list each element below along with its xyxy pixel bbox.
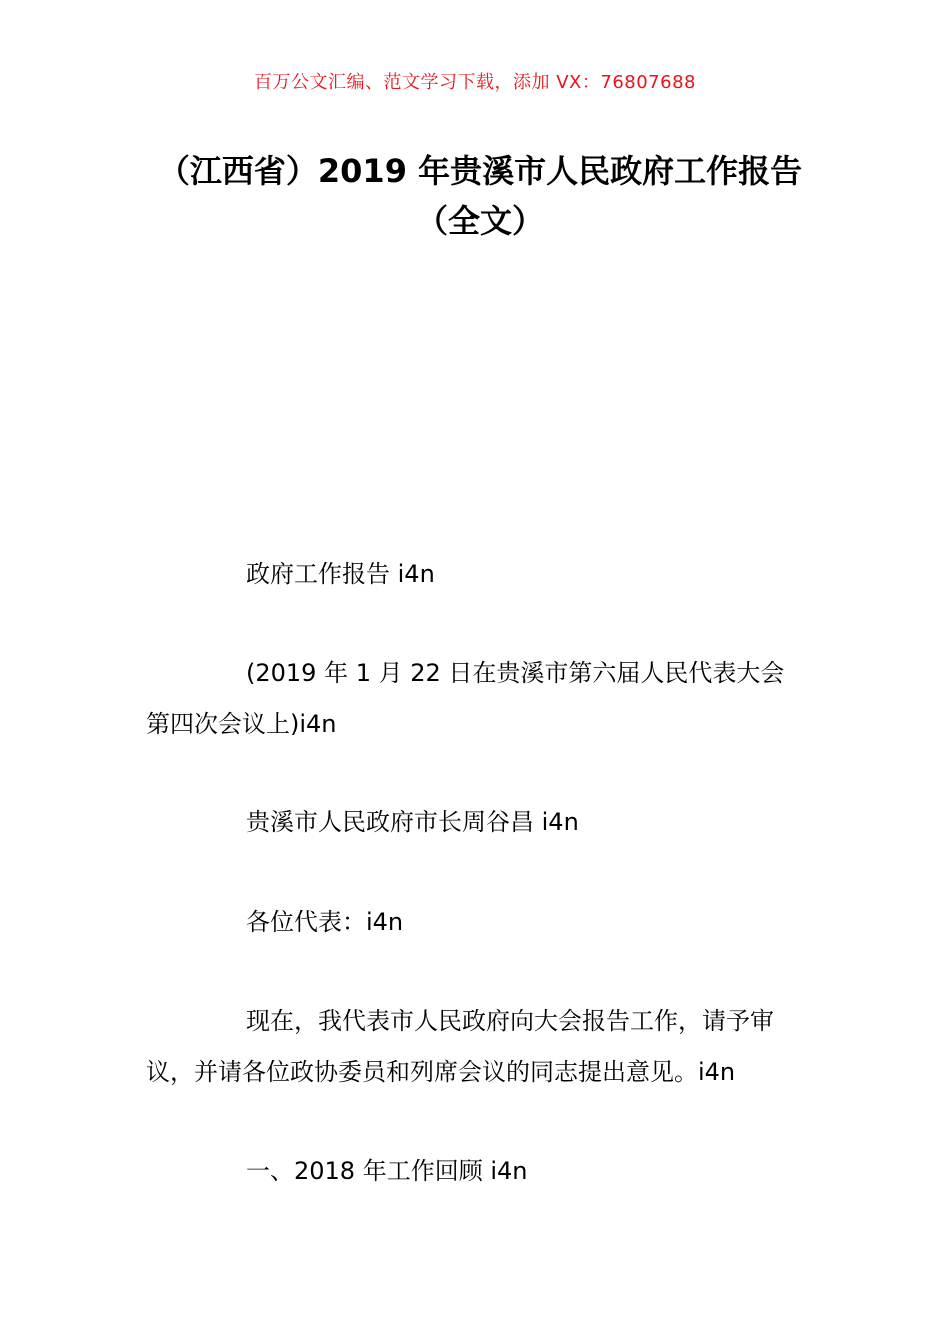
paragraph-speaker: 贵溪市人民政府市长周谷昌 i4n [246, 808, 579, 836]
document-title: （江西省）2019 年贵溪市人民政府工作报告（全文） [157, 152, 803, 240]
paragraph-opening: 现在，我代表市人民政府向大会报告工作，请予审议，并请各位政协委员和列席会议的同志提出意见。i4n [146, 1007, 774, 1086]
paragraph-meeting-date: (2019 年 1 月 22 日在贵溪市第六届人民代表大会第四次会议上)i4n [146, 659, 785, 738]
paragraph-report-label: 政府工作报告 i4n [246, 560, 435, 588]
paragraph-salutation: 各位代表：i4n [246, 908, 404, 936]
header-notice: 百万公文汇编、范文学习下载，添加 VX：76807688 [254, 72, 696, 93]
section-heading-review: 一、2018 年工作回顾 i4n [246, 1157, 528, 1185]
